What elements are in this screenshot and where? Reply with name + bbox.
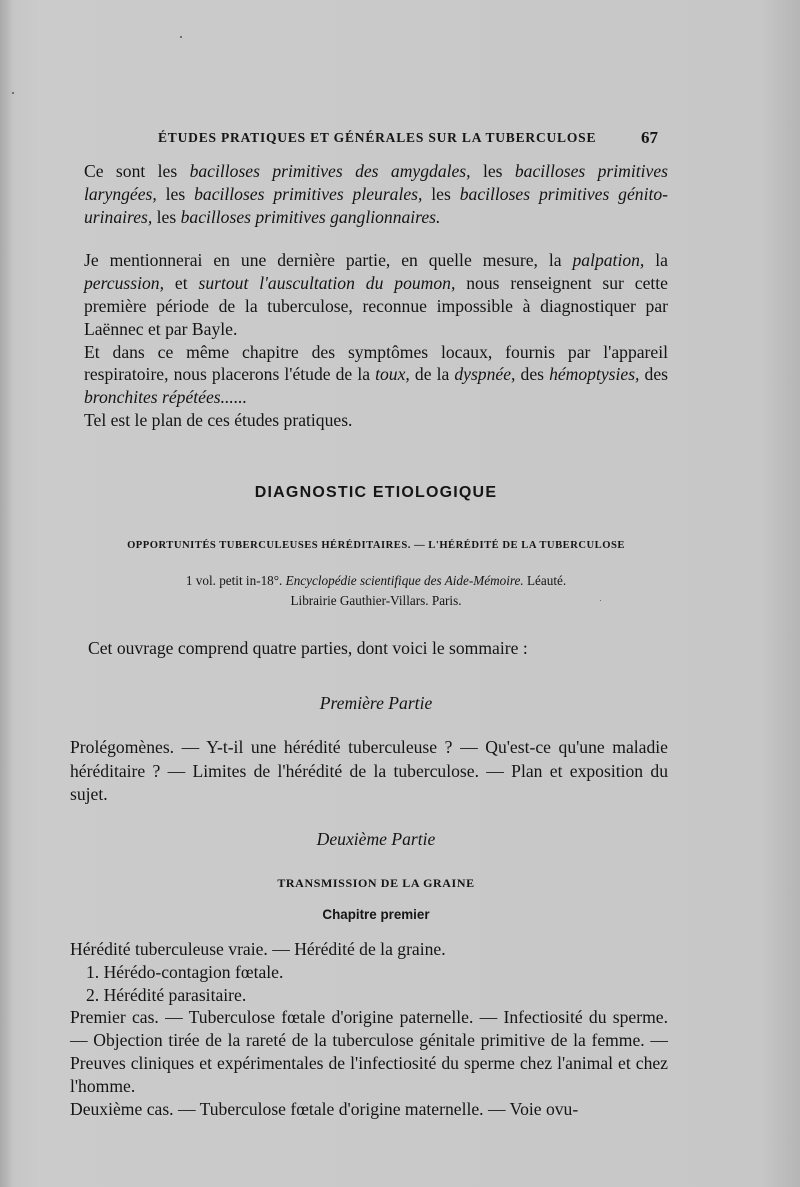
italic-term: toux, [375,364,410,385]
running-title: ÉTUDES PRATIQUES ET GÉNÉRALES SUR LA TUBERCULOSE [158,130,597,145]
text-run: les [152,206,181,227]
running-header [158,130,658,146]
text-run: de la [409,364,455,385]
part2-subtitle: TRANSMISSION DE LA GRAINE [277,876,475,890]
reference-author: Léauté. [523,573,567,588]
chapter-text [70,938,668,1120]
paragraph-plan: Tel est le plan de ces études pratiques. [84,409,353,430]
scan-speck [12,92,14,94]
reference-line-2: Librairie Gauthier-Villars. Paris. [290,593,462,608]
italic-term: hémoptysies, [549,364,640,385]
part1-title: Première Partie [319,693,433,713]
summary-intro: Cet ouvrage comprend quatre parties, dont voici le sommaire : [88,638,528,658]
chapter-line: Premier cas. — Tuberculose fœtale d'origine paternelle. — Infectiosité du sperme. — Objection tirée de la rareté de la tuberculose génitale primitive de la femme. — Preuves cliniques et expérimentales de l'infectiosité du sperme chez l'animal et chez l'homme. [70,1007,668,1096]
text-run: la [644,250,668,271]
reference-collection: Encyclopédie scientifique des Aide-Mémoire. [285,573,524,588]
scan-speck [600,600,601,601]
text-run: Et dans ce même chapitre des symptômes locaux, fournis par l'appareil respiratoire, nous placerons l'étude de la [84,341,668,385]
italic-term: bacilloses primitives laryngées, [84,161,668,204]
part1-text: Prolégomènes. — Y-t-il une hérédité tuberculeuse ? — Qu'est-ce qu'une maladie héréditaire ? — Limites de l'hérédité de la tuberculose. — Plan et exposition du sujet. [70,737,668,804]
reference-volume: 1 vol. petit in-18°. [185,573,286,588]
paragraph-palpation [84,249,668,340]
text-run: les [470,161,515,181]
text-run: Je mentionnerai en une dernière partie, en quelle mesure, la [84,250,573,271]
text-run: les [156,183,195,204]
text-run: Ce sont les [84,161,190,181]
text-run: les [422,183,460,204]
reference-line-1 [84,573,668,589]
text-run: nous renseignent sur cette première période de la tuberculose, reconnue impossible à diagnostiquer par Laënnec et par Bayle. [84,273,668,339]
text-run: des [515,364,550,385]
scan-speck [180,36,182,38]
part2-title: Deuxième Partie [316,829,436,849]
section-title: DIAGNOSTIC ETIOLOGIQUE [254,484,498,501]
italic-term: palpation, [572,250,645,271]
chapter-line: 2. Hérédité parasitaire. [86,984,247,1005]
text-run: et [163,273,199,294]
paragraph-symptomes [84,341,668,409]
italic-term: surtout l'auscultation du poumon, [198,273,456,294]
italic-term: dyspnée, [454,364,516,385]
chapter-line: 1. Hérédo-contagion fœtale. [86,961,284,982]
chapter-title: Chapitre premier [322,907,430,922]
intro-paragraphs [84,160,668,432]
paragraph-bacilloses [84,160,668,228]
italic-term: bacilloses primitives génito-urinaires, [84,183,669,227]
italic-term: bronchites répétées...... [84,387,248,408]
italic-term: bacilloses primitives ganglionnaires. [180,206,441,227]
chapter-line: Deuxième cas. — Tuberculose fœtale d'origine maternelle. — Voie ovu- [70,1098,579,1119]
italic-term: bacilloses primitives des amygdales, [189,161,471,181]
text-run: des [639,364,669,385]
section-subtitle: OPPORTUNITÉS TUBERCULEUSES HÉRÉDITAIRES. — L'HÉRÉDITÉ DE LA TUBERCULOSE [127,540,625,551]
italic-term: bacilloses primitives pleurales, [194,183,423,204]
chapter-line: Hérédité tuberculeuse vraie. — Hérédité de la graine. [70,939,446,959]
page-number: 67 [641,128,658,147]
italic-term: percussion, [84,273,164,294]
